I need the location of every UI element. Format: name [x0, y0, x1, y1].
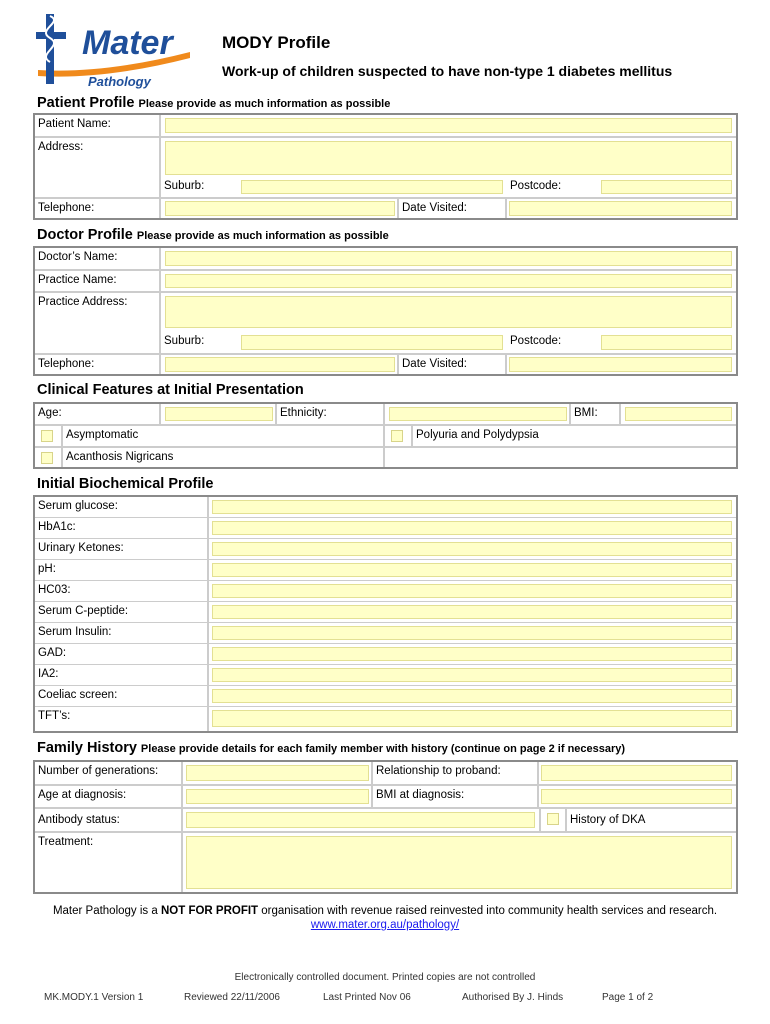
- clinical-table: [33, 402, 738, 469]
- antibody-status-field[interactable]: [186, 812, 535, 828]
- svg-text:Mater: Mater: [82, 24, 173, 62]
- acanthosis-checkbox[interactable]: [41, 452, 53, 464]
- age-label: Age:: [35, 404, 159, 424]
- bmi-field[interactable]: [625, 407, 732, 421]
- patient-postcode-field[interactable]: [601, 180, 732, 194]
- doctor-telephone-label: Telephone:: [35, 355, 159, 374]
- biochem-label: Serum glucose:: [35, 497, 207, 517]
- patient-table: [33, 113, 738, 220]
- authorised-by: Authorised By J. Hinds: [462, 992, 564, 1003]
- tfts-field[interactable]: [212, 710, 732, 727]
- practice-address-label: Practice Address:: [35, 293, 159, 353]
- ethnicity-label: Ethnicity:: [277, 404, 383, 424]
- document-subtitle: Work-up of children suspected to have non-type 1 diabetes mellitus: [222, 63, 673, 79]
- last-printed: Last Printed Nov 06: [323, 992, 411, 1003]
- treatment-label: Treatment:: [35, 833, 181, 892]
- biochem-label: Coeliac screen:: [35, 686, 207, 706]
- controlled-document-note: Electronically controlled document. Printed copies are not controlled: [234, 972, 536, 983]
- antibody-status-label: Antibody status:: [35, 809, 181, 831]
- biochem-label: Urinary Ketones:: [35, 539, 207, 559]
- age-at-diagnosis-label: Age at diagnosis:: [35, 786, 181, 807]
- dka-checkbox[interactable]: [547, 813, 559, 825]
- serum-glucose-field[interactable]: [212, 500, 732, 514]
- patient-suburb-label: Suburb:: [161, 177, 237, 197]
- mater-pathology-logo: [34, 8, 194, 90]
- doctor-suburb-label: Suburb:: [161, 332, 237, 353]
- doctor-date-label: Date Visited:: [399, 355, 505, 374]
- ethnicity-field[interactable]: [389, 407, 567, 421]
- patient-telephone-label: Telephone:: [35, 199, 159, 218]
- doctor-table: [33, 246, 738, 376]
- doctor-telephone-field[interactable]: [165, 357, 395, 372]
- mater-website-link[interactable]: www.mater.org.au/pathology/: [310, 919, 460, 931]
- bmi-label: BMI:: [571, 404, 619, 424]
- biochem-label: GAD:: [35, 644, 207, 664]
- family-section-heading: Family History Please provide details for each family member with history (continue on page 2 if necessary): [37, 740, 626, 756]
- asymptomatic-checkbox[interactable]: [41, 430, 53, 442]
- biochem-label: Serum Insulin:: [35, 623, 207, 643]
- ph-field[interactable]: [212, 563, 732, 577]
- dka-label: History of DKA: [567, 809, 736, 831]
- patient-address-label: Address:: [35, 138, 159, 197]
- practice-name-label: Practice Name:: [35, 271, 159, 291]
- serum-c-peptide-field[interactable]: [212, 605, 732, 619]
- biochem-section-heading: Initial Biochemical Profile: [37, 476, 214, 492]
- biochem-label: IA2:: [35, 665, 207, 685]
- patient-section-heading: Patient Profile Please provide as much information as possible: [37, 95, 391, 111]
- family-table: [33, 760, 738, 894]
- biochem-label: Serum C-peptide:: [35, 602, 207, 622]
- doctor-name-label: Doctor’s Name:: [35, 248, 159, 269]
- doctor-suburb-field[interactable]: [241, 335, 503, 350]
- patient-date-field[interactable]: [509, 201, 732, 216]
- serum-insulin-field[interactable]: [212, 626, 732, 640]
- ia2-field[interactable]: [212, 668, 732, 682]
- patient-suburb-field[interactable]: [241, 180, 503, 194]
- not-for-profit-note: Mater Pathology is a NOT FOR PROFIT organisation with revenue raised reinvested into community health services and research.: [52, 905, 718, 917]
- doctor-date-field[interactable]: [509, 357, 732, 372]
- doctor-name-field[interactable]: [165, 251, 732, 266]
- document-title: MODY Profile: [222, 33, 331, 52]
- asymptomatic-label: Asymptomatic: [63, 426, 383, 446]
- biochem-table: [33, 495, 738, 733]
- clinical-section-heading: Clinical Features at Initial Presentation: [37, 382, 304, 398]
- hc03-field[interactable]: [212, 584, 732, 598]
- gad-field[interactable]: [212, 647, 732, 661]
- polyuria-checkbox[interactable]: [391, 430, 403, 442]
- patient-telephone-field[interactable]: [165, 201, 395, 216]
- page-number: Page 1 of 2: [602, 992, 654, 1003]
- bmi-at-diagnosis-field[interactable]: [541, 789, 732, 804]
- biochem-label: pH:: [35, 560, 207, 580]
- relationship-label: Relationship to proband:: [373, 762, 537, 784]
- patient-date-label: Date Visited:: [399, 199, 505, 218]
- treatment-field[interactable]: [186, 836, 732, 889]
- patient-address-field[interactable]: [165, 141, 732, 175]
- doctor-section-heading: Doctor Profile Please provide as much information as possible: [37, 227, 389, 243]
- bmi-at-diagnosis-label: BMI at diagnosis:: [373, 786, 537, 807]
- relationship-field[interactable]: [541, 765, 732, 781]
- patient-name-label: Patient Name:: [35, 115, 159, 136]
- coeliac-screen-field[interactable]: [212, 689, 732, 703]
- urinary-ketones-field[interactable]: [212, 542, 732, 556]
- generations-field[interactable]: [186, 765, 369, 781]
- doctor-postcode-field[interactable]: [601, 335, 732, 350]
- hba1c-field[interactable]: [212, 521, 732, 535]
- age-at-diagnosis-field[interactable]: [186, 789, 369, 804]
- acanthosis-label: Acanthosis Nigricans: [63, 448, 383, 467]
- svg-text:Pathology: Pathology: [88, 74, 151, 89]
- patient-postcode-label: Postcode:: [507, 177, 597, 197]
- age-field[interactable]: [165, 407, 273, 421]
- biochem-label: HC03:: [35, 581, 207, 601]
- practice-name-field[interactable]: [165, 274, 732, 288]
- document-id: MK.MODY.1 Version 1: [44, 992, 144, 1003]
- patient-name-field[interactable]: [165, 118, 732, 133]
- polyuria-label: Polyuria and Polydypsia: [413, 426, 736, 446]
- doctor-postcode-label: Postcode:: [507, 332, 597, 353]
- practice-address-field[interactable]: [165, 296, 732, 328]
- biochem-label: TFT’s:: [35, 707, 207, 731]
- biochem-label: HbA1c:: [35, 518, 207, 538]
- reviewed-date: Reviewed 22/11/2006: [184, 992, 280, 1003]
- generations-label: Number of generations:: [35, 762, 181, 784]
